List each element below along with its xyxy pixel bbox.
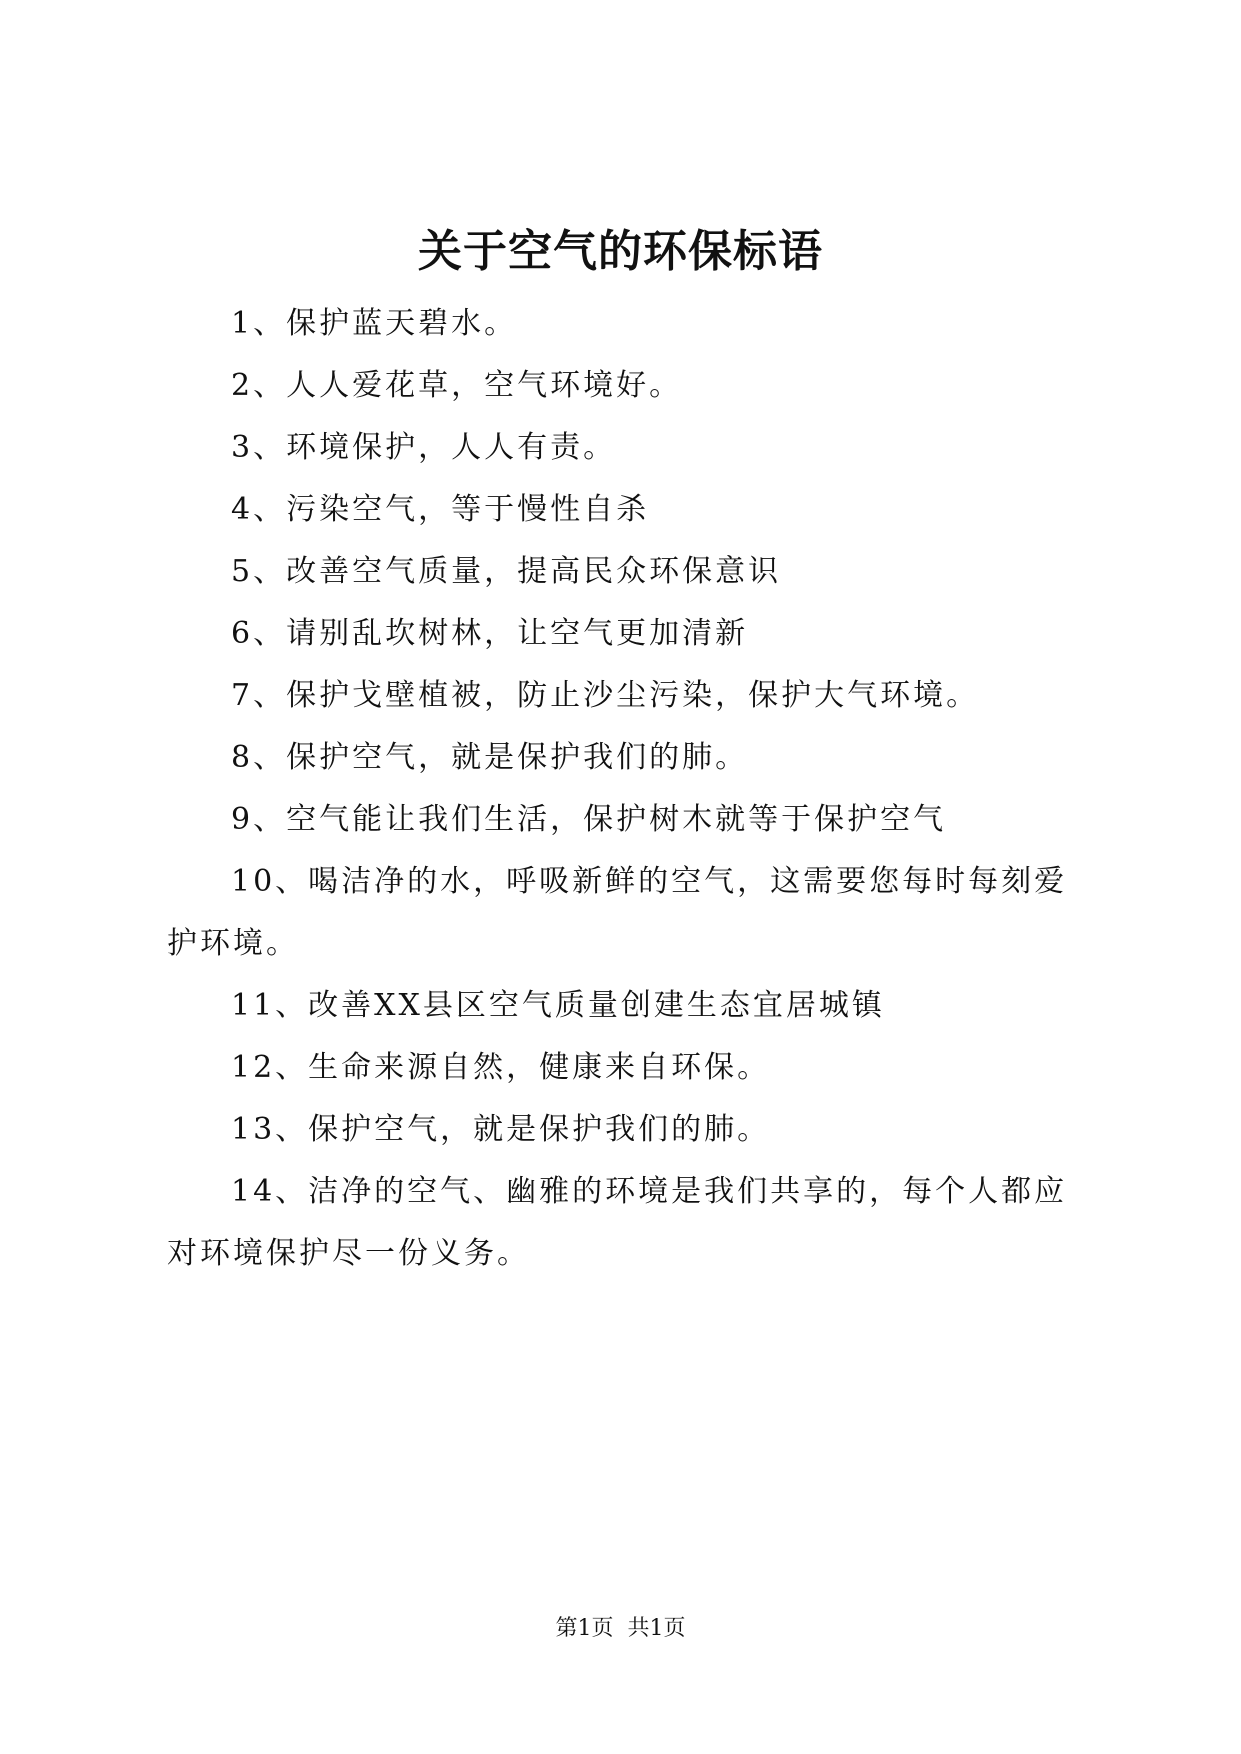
slogan-item: 3、环境保护，人人有责。 bbox=[231, 430, 617, 465]
slogan-item: 8、保护空气，就是保护我们的肺。 bbox=[231, 740, 749, 775]
slogan-item: 14、洁净的空气、幽雅的环境是我们共享的，每个人都应对环境保护尽一份义务。 bbox=[167, 1174, 1068, 1271]
slogan-item: 9、空气能让我们生活，保护树木就等于保护空气 bbox=[231, 802, 947, 837]
slogan-list bbox=[167, 293, 1087, 1285]
slogan-item: 10、喝洁净的水，呼吸新鲜的空气，这需要您每时每刻爱护环境。 bbox=[167, 864, 1068, 961]
slogan-item: 6、请别乱坎树林，让空气更加清新 bbox=[231, 616, 749, 651]
page-footer bbox=[0, 1614, 1241, 1644]
slogan-item: 13、保护空气，就是保护我们的肺。 bbox=[231, 1112, 771, 1147]
page-total: 共1页 bbox=[627, 1616, 686, 1641]
slogan-item: 2、人人爱花草，空气环境好。 bbox=[231, 368, 683, 403]
slogan-item: 5、改善空气质量，提高民众环保意识 bbox=[231, 554, 782, 589]
slogan-item: 12、生命来源自然，健康来自环保。 bbox=[231, 1050, 771, 1085]
slogan-item: 4、污染空气，等于慢性自杀 bbox=[231, 492, 650, 527]
slogan-item: 11、改善XX县区空气质量创建生态宜居城镇 bbox=[231, 988, 885, 1023]
slogan-item: 7、保护戈壁植被，防止沙尘污染，保护大气环境。 bbox=[231, 678, 980, 713]
page-number: 第1页 bbox=[555, 1616, 614, 1641]
slogan-item: 1、保护蓝天碧水。 bbox=[231, 306, 518, 341]
document-title: 关于空气的环保标语 bbox=[418, 226, 823, 277]
